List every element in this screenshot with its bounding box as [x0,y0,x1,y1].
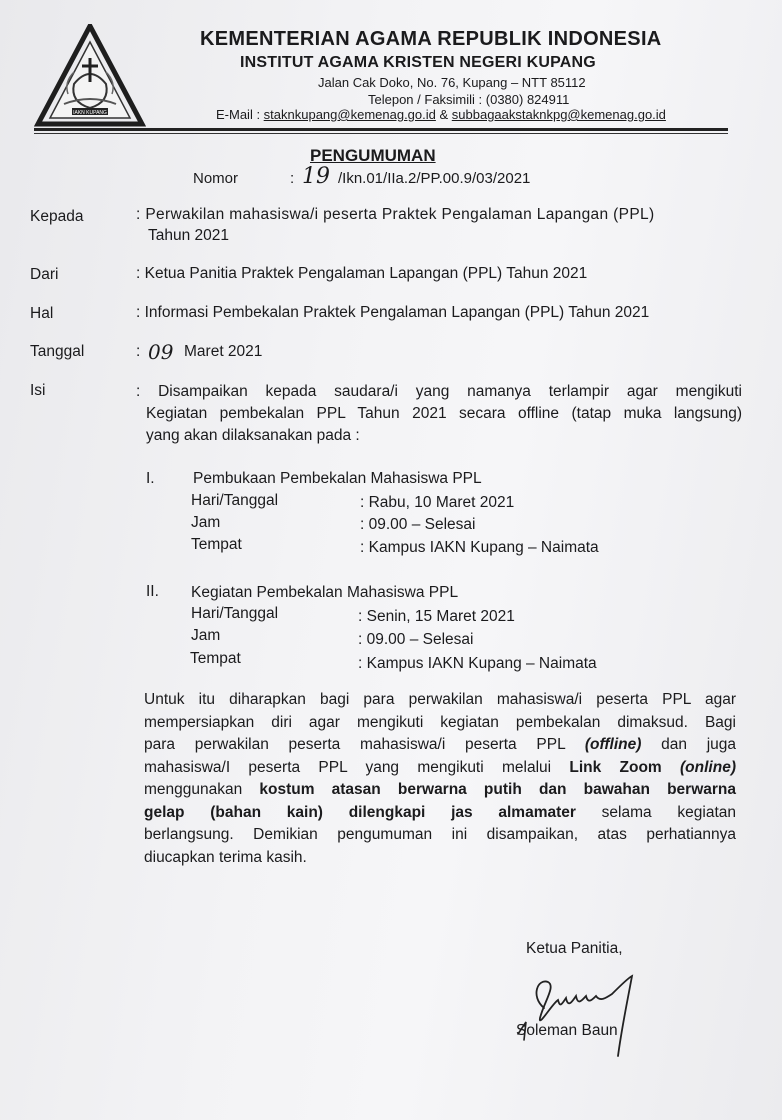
offline-emphasis: (offline) [584,736,642,753]
agenda-2-jam-value: : 09.00 – Selesai [358,631,474,648]
closing-line-4a: mahasiswa/I peserta PPL yang mengikuti melalui [144,758,570,776]
agenda-1-jam-value: : 09.00 – Selesai [360,516,476,533]
agenda-1-hari-label: Hari/Tanggal [191,492,279,509]
nomor-colon: : [290,170,295,187]
signature-title: Ketua Panitia, [526,940,623,957]
document-title: PENGUMUMAN [310,146,436,165]
institution-logo [34,24,146,128]
agenda-2-tempat-value: : Kampus IAKN Kupang – Naimata [358,655,597,672]
tanggal-value: Maret 2021 [184,343,263,360]
agenda-1-tempat-label: Tempat [191,536,242,553]
isi-label: Isi [30,382,46,399]
agenda-2-title: Kegiatan Pembekalan Mahasiswa PPL [191,584,459,601]
email-link-1[interactable]: staknkupang@kemenag.go.id [263,107,436,122]
kostum-emphasis: kostum atasan berwarna putih dan bawahan berwarna [259,781,737,798]
nomor-label: Nomor [193,170,239,187]
agenda-1-hari-value: : Rabu, 10 Maret 2021 [360,494,515,511]
letterhead-rule-thin [34,133,728,134]
phone: Telepon / Faksimili : (0380) 824911 [368,92,570,107]
email-separator: & [435,107,452,122]
agenda-1-title: Pembukaan Pembekalan Mahasiswa PPL [193,470,482,487]
hal-value: : Informasi Pembekalan Praktek Pengalaman Lapangan (PPL) Tahun 2021 [136,304,650,321]
isi-line-2: Kegiatan pembekalan PPL Tahun 2021 secara offline (tatap muka langsung) [146,405,742,422]
signatory-name: Soleman Baun [516,1022,618,1039]
hal-label: Hal [30,305,54,322]
letterhead-rule-thick [34,128,728,131]
agenda-2-hari-label: Hari/Tanggal [191,605,279,622]
handwritten-signature [500,968,650,1058]
tanggal-handwritten: 09 [148,340,174,364]
closing-line-3 [144,734,736,757]
agenda-2-jam-label: Jam [191,627,221,644]
closing-line-6 [144,802,736,825]
closing-line-5 [144,779,736,802]
tanggal-colon: : [136,343,141,360]
closing-line-1: Untuk itu diharapkan bagi para perwakilan mahasiswa/i peserta PPL agar [144,691,736,708]
closing-line-2: mempersiapkan diri agar mengikuti kegiatan pembekalan dimaksud. Bagi [144,713,736,731]
agenda-1-numeral: I. [146,470,155,487]
kepada-line-2: Tahun 2021 [148,227,230,244]
closing-line-5a: menggunakan [144,781,260,798]
agenda-1-tempat-value: : Kampus IAKN Kupang – Naimata [360,539,599,556]
isi-line-3: yang akan dilaksanakan pada : [146,427,360,444]
dari-label: Dari [30,266,59,283]
closing-line-6b: selama kegiatan [575,803,736,821]
agenda-2-numeral: II. [146,583,159,600]
ministry-name: KEMENTERIAN AGAMA REPUBLIK INDONESIA [200,28,662,50]
closing-paragraph [144,689,736,869]
closing-line-7: berlangsung. Demikian pengumuman ini disampaikan, atas perhatiannya [144,826,736,843]
almamater-emphasis: gelap (bahan kain) dilengkapi jas almamater [144,803,576,821]
tanggal-label: Tanggal [30,343,85,360]
link-zoom-emphasis: Link Zoom [569,758,662,776]
closing-line-4 [144,757,736,780]
closing-line-3a: para perwakilan peserta mahasiswa/i peserta PPL [144,736,585,753]
email-line [216,107,666,122]
nomor-value: /Ikn.01/IIa.2/PP.00.9/03/2021 [338,170,531,187]
dari-value: : Ketua Panitia Praktek Pengalaman Lapangan (PPL) Tahun 2021 [136,265,588,282]
agenda-2-hari-value: : Senin, 15 Maret 2021 [358,608,515,625]
kepada-line-1: : Perwakilan mahasiswa/i peserta Praktek Pengalaman Lapangan (PPL) [136,206,655,223]
kepada-label: Kepada [30,208,84,225]
nomor-handwritten: 19 [302,164,330,189]
logo-text: IAKN KUPANG [73,110,107,116]
isi-line-1: : Disampaikan kepada saudara/i yang namanya terlampir agar mengikuti [136,383,742,400]
closing-line-3c: dan juga [641,736,736,753]
email-prefix: E-Mail : [216,107,264,122]
email-link-2[interactable]: subbagaakstaknkpg@kemenag.go.id [451,107,666,122]
agenda-1-jam-label: Jam [191,514,221,531]
institute-name: INSTITUT AGAMA KRISTEN NEGERI KUPANG [240,54,596,71]
address: Jalan Cak Doko, No. 76, Kupang – NTT 85112 [318,75,586,90]
online-emphasis: (online) [680,758,736,776]
agenda-2-tempat-label: Tempat [190,650,241,667]
kepada-value [136,206,742,245]
isi-paragraph [136,381,742,447]
closing-line-8: diucapkan terima kasih. [144,848,307,866]
